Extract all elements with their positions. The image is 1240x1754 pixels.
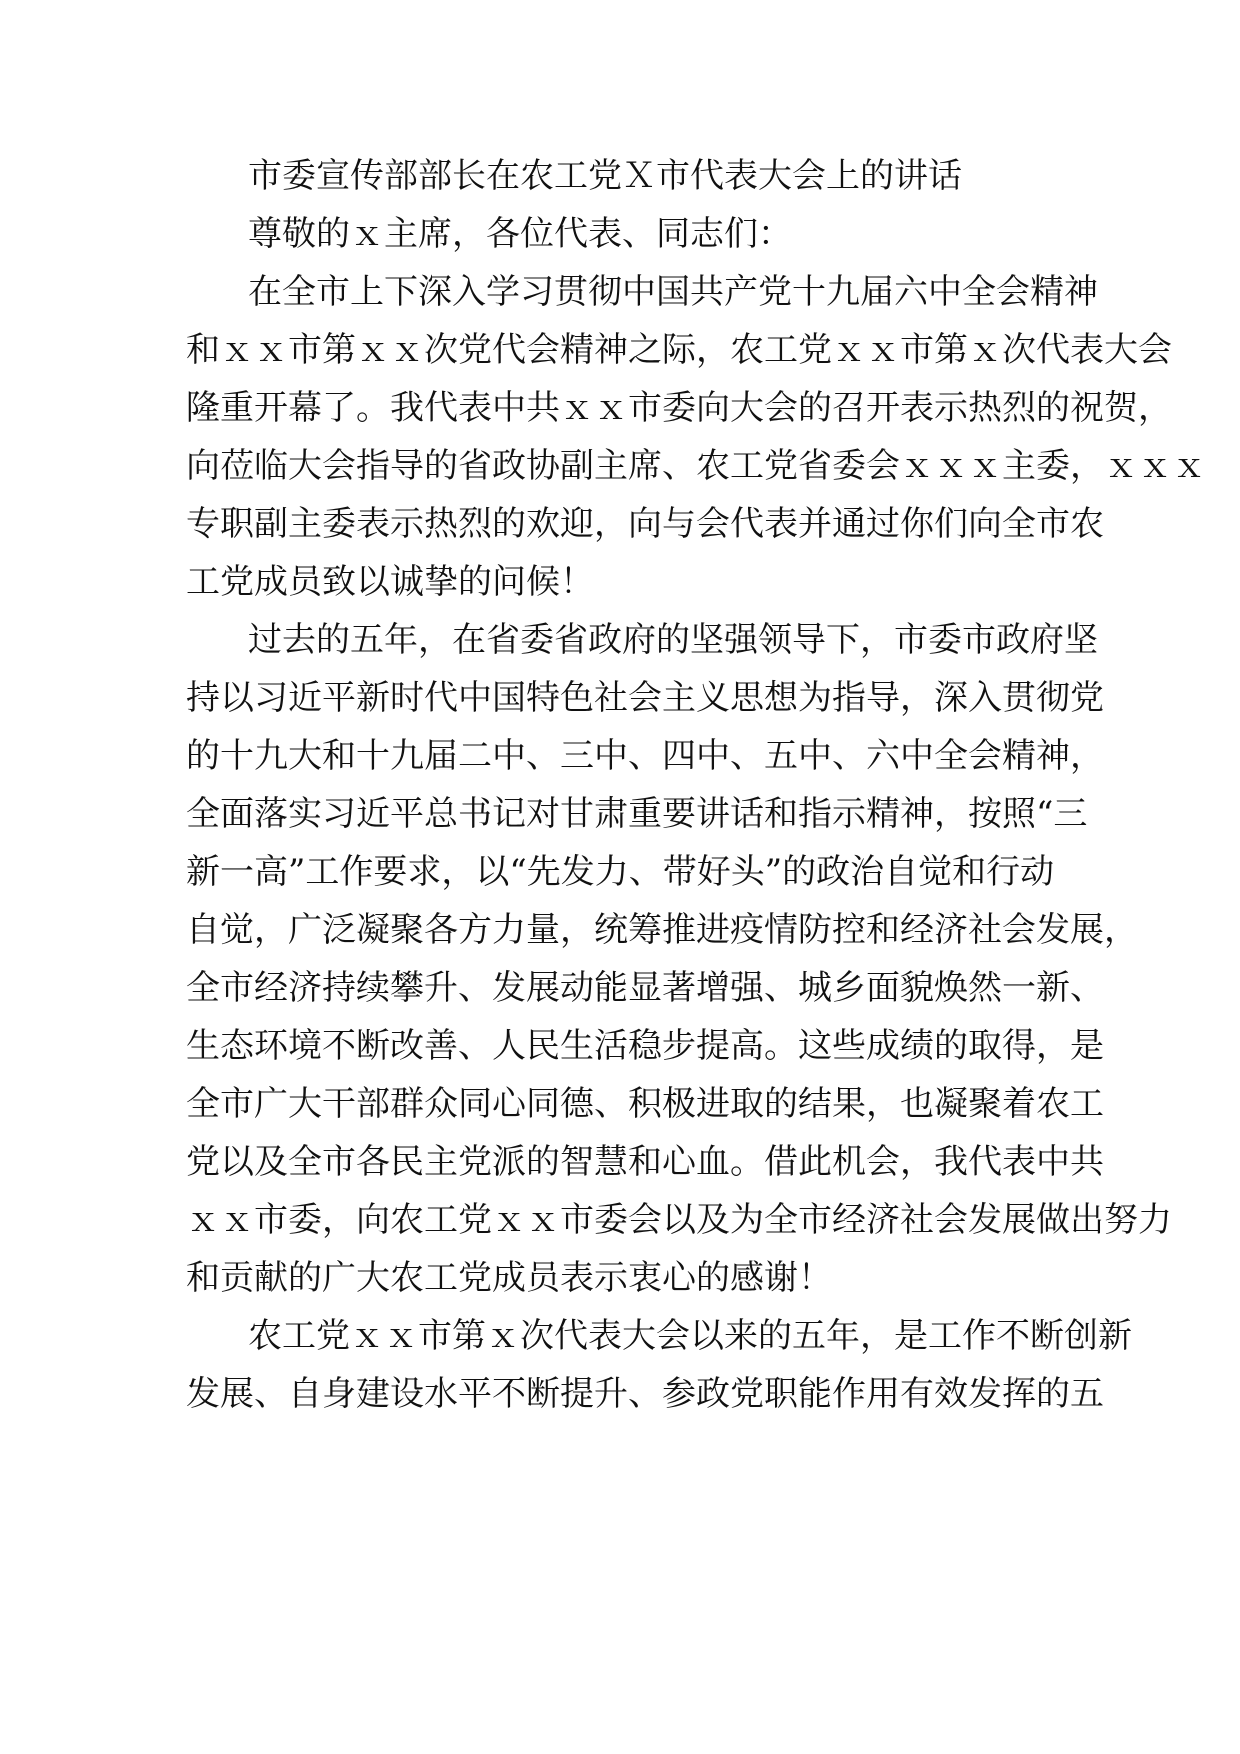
paragraph-line: 全市广大干部群众同心同德、积极进取的结果，也凝聚着农工 bbox=[186, 1084, 1104, 1124]
paragraph-line: 全市经济持续攀升、发展动能显著增强、城乡面貌焕然一新、 bbox=[186, 968, 1104, 1008]
paragraph-line: 和ｘｘ市第ｘｘ次党代会精神之际，农工党ｘｘ市第ｘ次代表大会 bbox=[186, 330, 1172, 370]
document-title: 市委宣传部部长在农工党Ｘ市代表大会上的讲话 bbox=[248, 156, 962, 196]
paragraph-line: 向莅临大会指导的省政协副主席、农工党省委会ｘｘｘ主委，ｘｘｘ bbox=[186, 446, 1206, 486]
paragraph-line: 和贡献的广大农工党成员表示衷心的感谢！ bbox=[186, 1258, 832, 1298]
paragraph-line: 过去的五年，在省委省政府的坚强领导下，市委市政府坚 bbox=[248, 620, 1098, 660]
paragraph-line: 发展、自身建设水平不断提升、参政党职能作用有效发挥的五 bbox=[186, 1374, 1104, 1414]
paragraph-line: 持以习近平新时代中国特色社会主义思想为指导，深入贯彻党 bbox=[186, 678, 1104, 718]
paragraph-line: 农工党ｘｘ市第ｘ次代表大会以来的五年，是工作不断创新 bbox=[248, 1316, 1132, 1356]
paragraph-line: 全面落实习近平总书记对甘肃重要讲话和指示精神，按照“三 bbox=[186, 794, 1088, 834]
paragraph-line: 新一高”工作要求，以“先发力、带好头”的政治自觉和行动 bbox=[186, 852, 1055, 892]
paragraph-line: 专职副主委表示热烈的欢迎，向与会代表并通过你们向全市农 bbox=[186, 504, 1104, 544]
paragraph-line: 隆重开幕了。我代表中共ｘｘ市委向大会的召开表示热烈的祝贺， bbox=[186, 388, 1172, 428]
paragraph-line: 生态环境不断改善、人民生活稳步提高。这些成绩的取得，是 bbox=[186, 1026, 1104, 1066]
paragraph-line: 自觉，广泛凝聚各方力量，统筹推进疫情防控和经济社会发展， bbox=[186, 910, 1138, 950]
paragraph-line: 工党成员致以诚挚的问候！ bbox=[186, 562, 594, 602]
paragraph-line: 在全市上下深入学习贯彻中国共产党十九届六中全会精神 bbox=[248, 272, 1098, 312]
salutation: 尊敬的ｘ主席，各位代表、同志们： bbox=[248, 214, 792, 254]
paragraph-line: 党以及全市各民主党派的智慧和心血。借此机会，我代表中共 bbox=[186, 1142, 1104, 1182]
paragraph-line: ｘｘ市委，向农工党ｘｘ市委会以及为全市经济社会发展做出努力 bbox=[186, 1200, 1172, 1240]
paragraph-line: 的十九大和十九届二中、三中、四中、五中、六中全会精神， bbox=[186, 736, 1104, 776]
